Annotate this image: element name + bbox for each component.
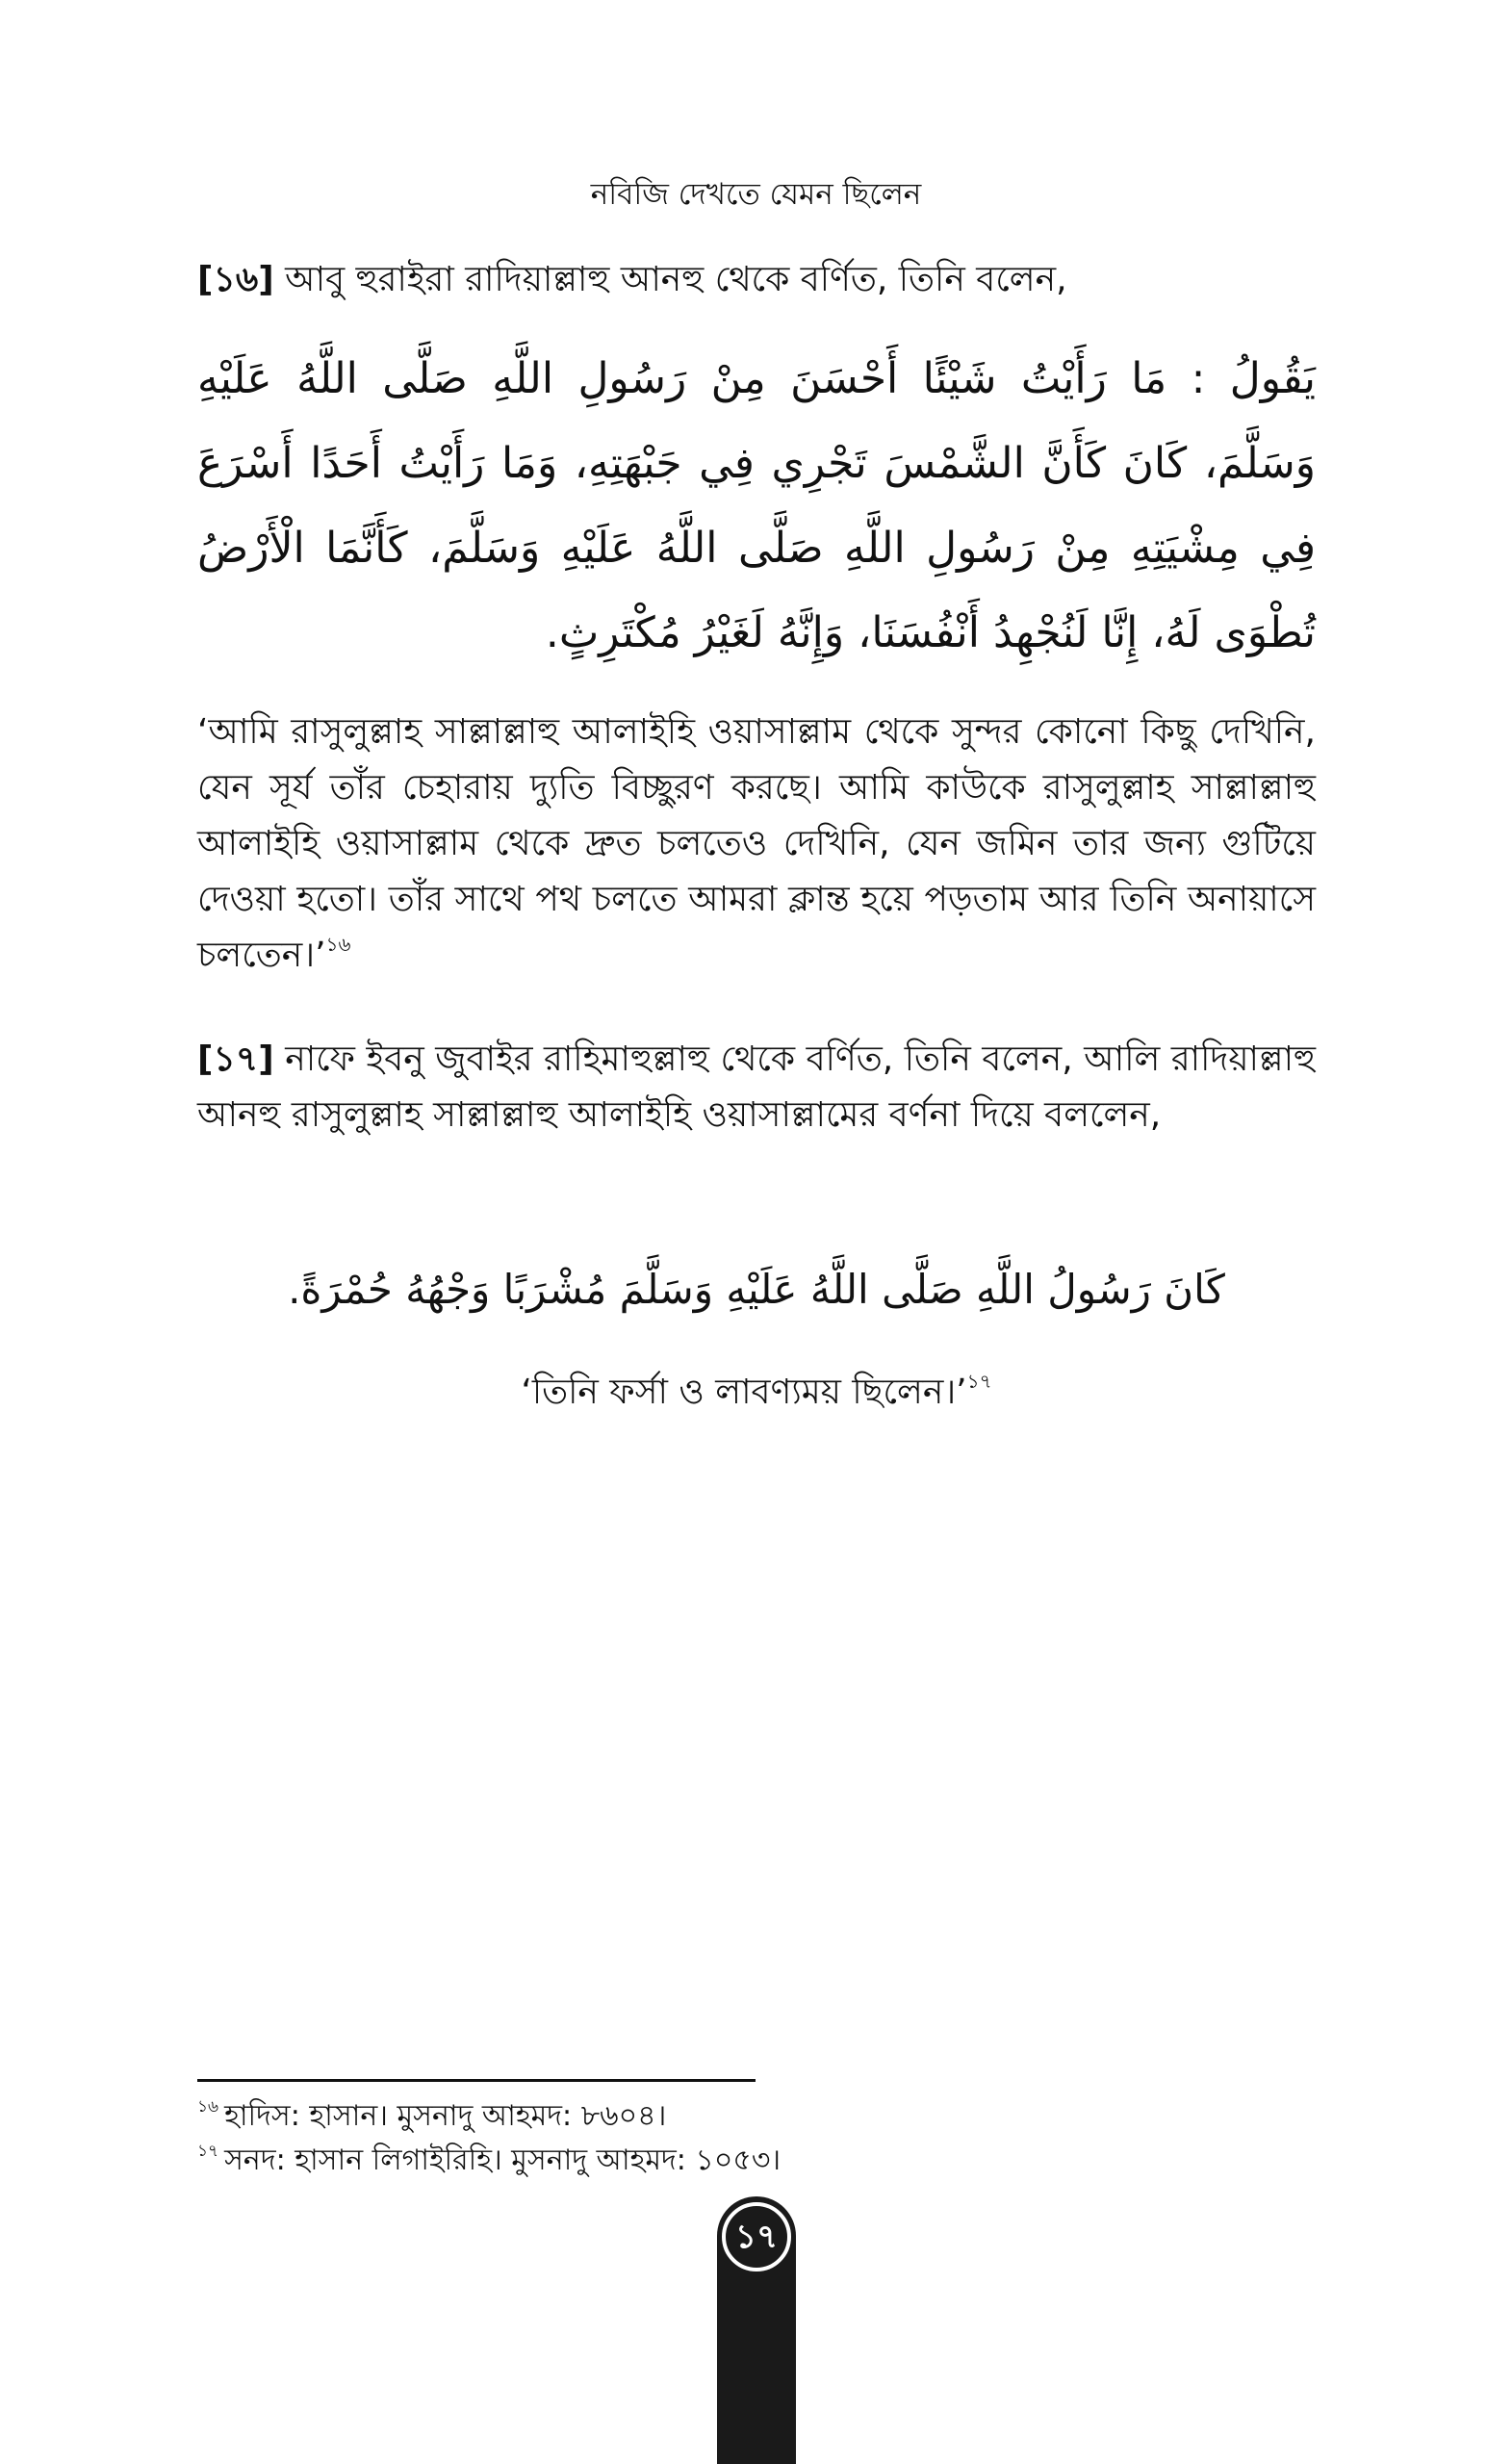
- page-number-tab: [717, 2196, 796, 2464]
- footnote-mark: ১৬: [197, 2097, 219, 2117]
- hadith-17-translation-block: [197, 1365, 1316, 1421]
- hadith-16-translation: [197, 705, 1316, 984]
- footnote-ref-17[interactable]: ১৭: [966, 1370, 992, 1393]
- page-number: ১৭: [722, 2202, 791, 2272]
- hadith-17-intro: [197, 1032, 1316, 1143]
- hadith-16-arabic: يَقُولُ : مَا رَأَيْتُ شَيْئًا أَحْسَنَ مِنْ رَسُولِ اللَّهِ صَلَّى اللَّهُ عَلَيْهِ وَسَلَّمَ، كَانَ كَأَنَّ الشَّمْسَ تَجْرِي فِي جَبْهَتِهِ، وَمَا رَأَيْتُ أَحَدًا أَسْرَعَ فِي مِشْيَتِهِ مِنْ رَسُولِ اللَّهِ صَلَّى اللَّهُ عَلَيْهِ وَسَلَّمَ، كَأَنَّمَا الْأَرْضُ تُطْوَى لَهُ، إِنَّا لَنُجْهِدُ أَنْفُسَنَا، وَإِنَّهُ لَغَيْرُ مُكْتَرِثٍ.: [197, 354, 1316, 657]
- hadith-17-arabic: كَانَ رَسُولُ اللَّهِ صَلَّى اللَّهُ عَلَيْهِ وَسَلَّمَ مُشْرَبًا وَجْهُهُ حُمْرَةً.: [288, 1266, 1225, 1313]
- hadith-16-block: [197, 252, 1316, 308]
- hadith-17-translation: [197, 1365, 1316, 1421]
- hadith-16-translation-block: [197, 705, 1316, 984]
- running-head: নবিজি দেখতে যেমন ছিলেন: [590, 177, 922, 212]
- footnote-text: সনদ: হাসান লিগাইরিহি। মুসনাদু আহমদ: ১০৫৩।: [224, 2143, 782, 2177]
- footnote-text: হাদিস: হাসান। মুসনাদু আহমদ: ৮৬০৪।: [224, 2099, 667, 2133]
- hadith-16-translation-text: ‘আমি রাসুলুল্লাহ সাল্লাল্লাহু আলাইহি ওয়াসাল্লাম থেকে সুন্দর কোনো কিছু দেখিনি, যেন সূর্য তাঁর চেহারায় দ্যুতি বিচ্ছুরণ করছে। আমি কাউকে রাসুলুল্লাহ সাল্লাল্লাহু আলাইহি ওয়াসাল্লাম থেকে দ্রুত চলতেও দেখিনি, যেন জমিন তার জন্য গুটিয়ে দেওয়া হতো। তাঁর সাথে পথ চলতে আমরা ক্লান্ত হয়ে পড়তাম আর তিনি অনায়াসে চলতেন।’: [197, 712, 1316, 975]
- hadith-number: [১৭]: [197, 1040, 274, 1079]
- hadith-17-intro-text: নাফে ইবনু জুবাইর রাহিমাহুল্লাহু থেকে বর্ণিত, তিনি বলেন, আলি রাদিয়াল্লাহু আনহু রাসুলুল্লাহ সাল্লাল্লাহু আলাইহি ওয়াসাল্লামের বর্ণনা দিয়ে বললেন,: [197, 1040, 1316, 1135]
- hadith-16-arabic-block: [197, 337, 1316, 676]
- hadith-number: [১৬]: [197, 260, 274, 299]
- footnote-separator: [197, 2079, 756, 2082]
- hadith-17-arabic-block: [197, 1251, 1316, 1328]
- footnote-mark: ১৭: [197, 2142, 219, 2161]
- hadith-17-block: [197, 1032, 1316, 1143]
- hadith-16-intro-text: আবু হুরাইরা রাদিয়াল্লাহু আনহু থেকে বর্ণিত, তিনি বলেন,: [273, 260, 1067, 299]
- footnote-ref-16[interactable]: ১৬: [325, 933, 351, 956]
- hadith-16-intro: [197, 252, 1316, 308]
- hadith-17-translation-text: ‘তিনি ফর্সা ও লাবণ্যময় ছিলেন।’: [521, 1373, 967, 1412]
- footnotes: [197, 2094, 1316, 2183]
- footnote-item: [197, 2139, 1316, 2183]
- footnote-item: [197, 2094, 1316, 2139]
